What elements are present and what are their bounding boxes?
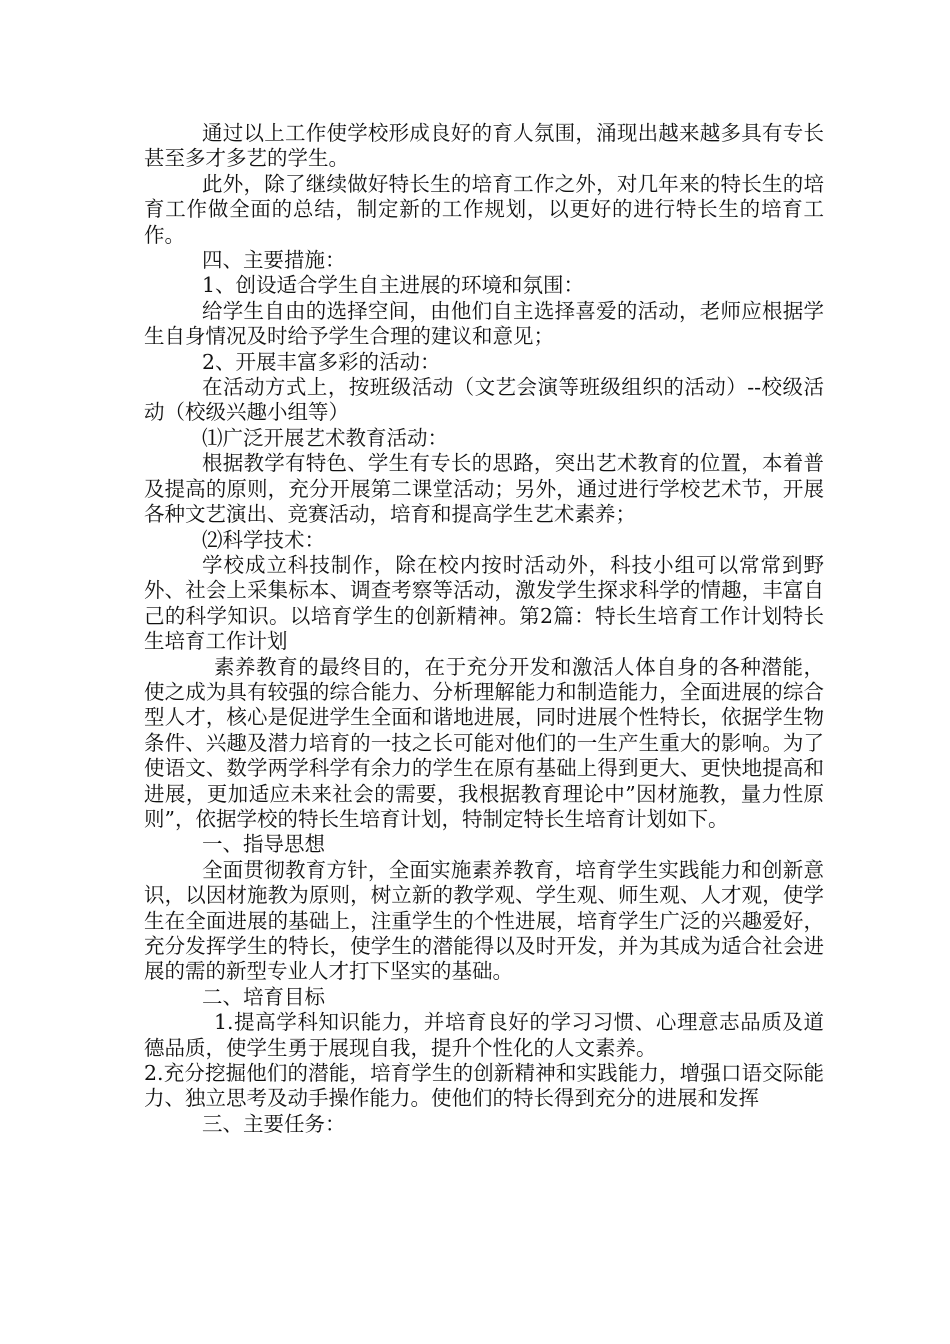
heading-guiding-ideology: 一、指导思想 bbox=[202, 832, 325, 857]
document-page bbox=[144, 121, 824, 1137]
goal-item-2: 2.充分挖掘他们的潜能，培育学生的创新精神和实践能力，增强口语交际能力、独立思考及动手操作能力。使他们的特长得到充分的进展和发挥 bbox=[144, 1061, 824, 1111]
paragraph-science-technology: 学校成立科技制作，除在校内按时活动外，科技小组可以常常到野外、社会上采集标本、调查考察等活动，激发学生探求科学的情趣，丰富自己的科学知识。以培育学生的创新精神。第2篇：特长生培育工作计划特长生培育工作计划 bbox=[144, 552, 824, 654]
item-art-education: ⑴广泛开展艺术教育活动： bbox=[202, 425, 448, 450]
item-activities: 2、开展丰富多彩的活动： bbox=[202, 349, 441, 374]
paragraph-outcome: 通过以上工作使学校形成良好的育人氛围，涌现出越来越多具有专长甚至多才多艺的学生。 bbox=[144, 121, 824, 171]
paragraph-art-education: 根据教学有特色、学生有专长的思路，突出艺术教育的位置，本着普及提高的原则，充分开展第二课堂活动；另外，通过进行学校艺术节，开展各种文艺演出、竞赛活动，培育和提高学生艺术素养； bbox=[144, 451, 824, 527]
paragraph-summary-plan: 此外，除了继续做好特长生的培育工作之外，对几年来的特长生的培育工作做全面的总结，制定新的工作规划，以更好的进行特长生的培育工作。 bbox=[144, 171, 824, 247]
paragraph-guiding-ideology: 全面贯彻教育方针，全面实施素养教育，培育学生实践能力和创新意识，以因材施教为原则，树立新的教学观、学生观、师生观、人才观，使学生在全面进展的基础上，注重学生的个性进展，培育学生广泛的兴趣爱好，充分发挥学生的特长，使学生的潜能得以及时开发，并为其成为适合社会进展的需的新型专业人才打下坚实的基础。 bbox=[144, 857, 824, 984]
paragraph-activity-mode: 在活动方式上，按班级活动（文艺会演等班级组织的活动）--校级活动（校级兴趣小组等） bbox=[144, 375, 824, 425]
heading-main-tasks: 三、主要任务： bbox=[202, 1111, 346, 1136]
goal-item-1: 1.提高学科知识能力，并培育良好的学习习惯、心理意志品质及道德品质，使学生勇于展现自我，提升个性化的人文素养。 bbox=[144, 1010, 824, 1060]
paragraph-free-choice: 给学生自由的选择空间，由他们自主选择喜爱的活动，老师应根据学生自身情况及时给予学生合理的建议和意见； bbox=[144, 298, 824, 349]
paragraph-quality-education: 素养教育的最终目的，在于充分开发和激活人体自身的各种潜能，使之成为具有较强的综合能力、分析理解能力和制造能力，全面进展的综合型人才，核心是促进学生全面和谐地进展，同时进展个性特长，依据学生物条件、兴趣及潜力培育的一技之长可能对他们的一生产生重大的影响。为了使语文、数学两学科学有余力的学生在原有基础上得到更大、更快地提高和进展，更加适应未来社会的需要，我根据教育理论中”因材施教，量力性原则”，依据学校的特长生培育计划，特制定特长生培育计划如下。 bbox=[144, 654, 824, 831]
item-science-technology: ⑵科学技术： bbox=[202, 527, 325, 552]
heading-training-goals: 二、培育目标 bbox=[202, 984, 325, 1009]
item-environment: 1、创设适合学生自主进展的环境和氛围： bbox=[202, 273, 585, 298]
heading-main-measures: 四、主要措施： bbox=[202, 248, 346, 273]
